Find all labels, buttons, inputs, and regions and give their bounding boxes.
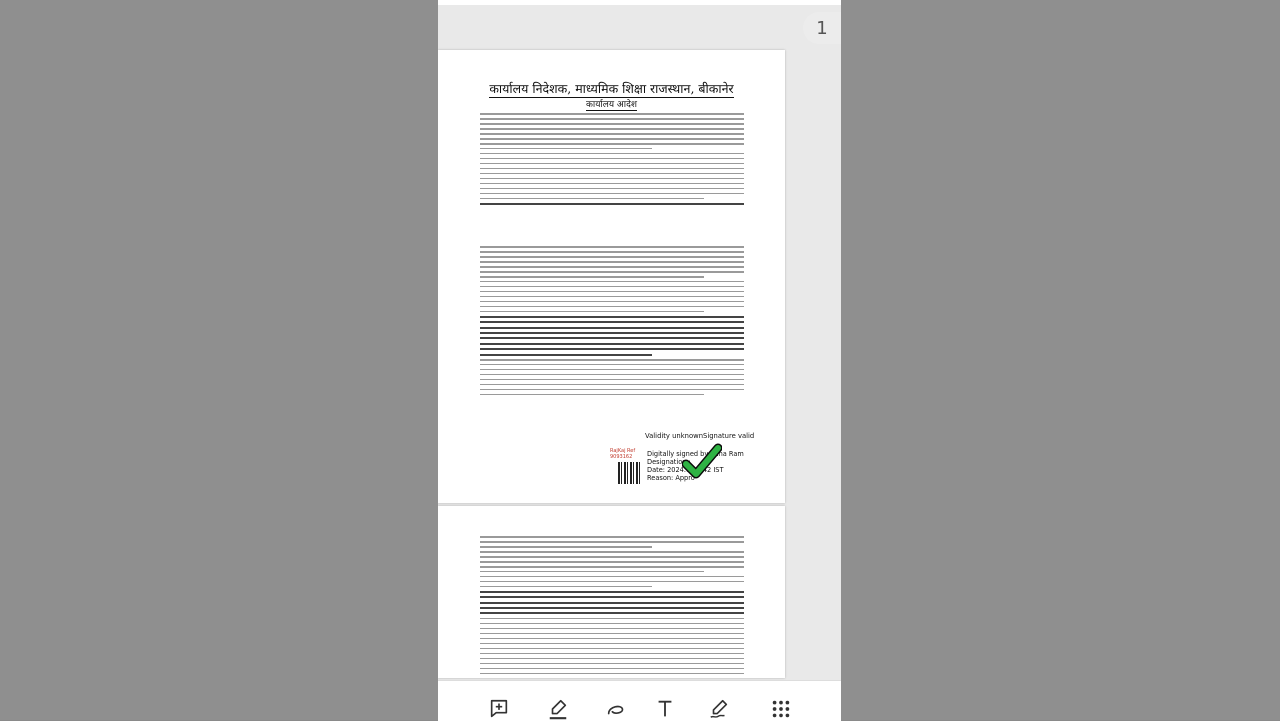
signature-line-2: Designation : [647, 458, 691, 466]
right-background [841, 0, 1280, 720]
signature-line-4: Reason: Appro [647, 474, 695, 482]
rajkaj-logo: RajKaj Ref 9093162 [610, 448, 636, 460]
left-background [0, 0, 438, 720]
pdf-page-2[interactable] [438, 506, 785, 678]
page-2-body [480, 536, 744, 678]
previous-page-edge [438, 0, 841, 5]
document-title: कार्यालय निदेशक, माध्यमिक शिक्षा राजस्थान, बीकानेर [489, 81, 734, 96]
document-subtitle: कार्यालय आदेश [585, 100, 638, 110]
text-icon[interactable] [652, 697, 678, 721]
draw-icon[interactable] [603, 697, 629, 721]
comment-icon[interactable] [486, 697, 512, 721]
more-grid-icon[interactable] [768, 697, 794, 721]
signature-check-icon [682, 442, 722, 482]
signature-line-1: Digitally signed by Kana Ram [647, 450, 744, 458]
qr-code-icon [618, 462, 642, 484]
pdf-viewer[interactable] [438, 0, 841, 720]
annotation-toolbar [438, 680, 841, 721]
page-indicator[interactable]: 1 [803, 12, 841, 44]
body-paragraph-1 [480, 113, 744, 208]
signature-line-3: Date: 2024.0 05:42 IST [647, 466, 724, 474]
body-list-items [480, 246, 744, 399]
signature-validity: Validity unknownSignature valid [645, 432, 755, 440]
pdf-page-1[interactable] [438, 50, 785, 503]
highlight-pen-icon[interactable] [545, 697, 571, 721]
sign-icon[interactable] [706, 697, 732, 721]
